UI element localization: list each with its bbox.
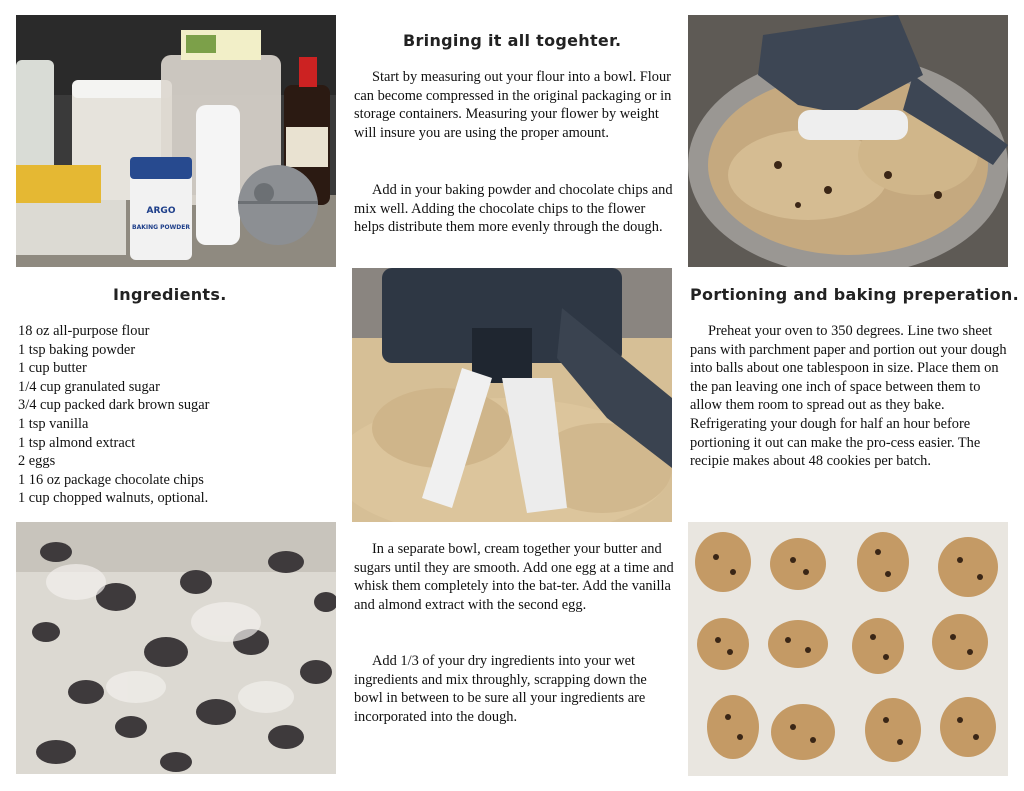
- bringing-together-paragraph-3: In a separate bowl, cream together your butter and sugars until they are smooth. Add one egg at a time and whisk them completely into the bat-ter. Add the vanilla and almond extract with the second egg.: [354, 541, 674, 613]
- ingredient-item: 1 16 oz package chocolate chips: [18, 471, 204, 488]
- ingredient-item: 3/4 cup packed dark brown sugar: [18, 397, 210, 414]
- ingredients-photo: [16, 15, 336, 267]
- mixer-dough-photo: [688, 15, 1008, 267]
- baking-powder-label: BAKING POWDER: [132, 224, 190, 231]
- argo-label: ARGO: [146, 206, 176, 216]
- bringing-together-paragraph-2: Add in your baking powder and chocolate chips and mix well. Adding the chocolate chips to the flower helps distribute them more evenly through the dough.: [354, 182, 673, 236]
- bringing-together-heading: Bringing it all togehter.: [403, 31, 622, 50]
- dough-balls-photo: [688, 522, 1008, 776]
- bringing-together-paragraph-1: Start by measuring out your flour into a bowl. Flour can become compressed in the original packaging or in storage containers. Measuring your flower by weight will insure you are using the proper amount.: [354, 69, 672, 141]
- bringing-together-paragraph-4: Add 1/3 of your dry ingredients into your wet ingredients and mix throughly, scrapping down the bowl in between to be sure all your ingredients are incorporated into the dough.: [354, 653, 647, 725]
- portioning-heading: Portioning and baking preperation.: [690, 285, 1020, 304]
- ingredient-item: 1 cup chopped walnuts, optional.: [18, 490, 209, 507]
- ingredients-heading: Ingredients.: [113, 285, 227, 304]
- paddle-closeup-photo: [352, 268, 672, 522]
- portioning-paragraph: Preheat your oven to 350 degrees. Line two sheet pans with parchment paper and portion out your dough into balls about one tablespoon in size. Place them on the pan leaving one inch of space between them to allow them room to spread out as they bake. Refrigerating your dough for half an hour before portioning it out can make the pro-cess easier. The recipie makes about 48 cookies per batch.: [690, 323, 1007, 470]
- ingredient-item: 1 tsp baking powder: [18, 341, 136, 358]
- flour-chips-photo: [16, 522, 336, 774]
- ingredient-item: 1 cup butter: [18, 360, 87, 377]
- ingredients-list: [18, 322, 209, 508]
- ingredient-item: 18 oz all-purpose flour: [18, 323, 150, 339]
- ingredient-item: 1 tsp vanilla: [18, 415, 89, 432]
- ingredient-item: 1 tsp almond extract: [18, 434, 136, 451]
- ingredient-item: 2 eggs: [18, 453, 56, 470]
- ingredient-item: 1/4 cup granulated sugar: [18, 378, 160, 395]
